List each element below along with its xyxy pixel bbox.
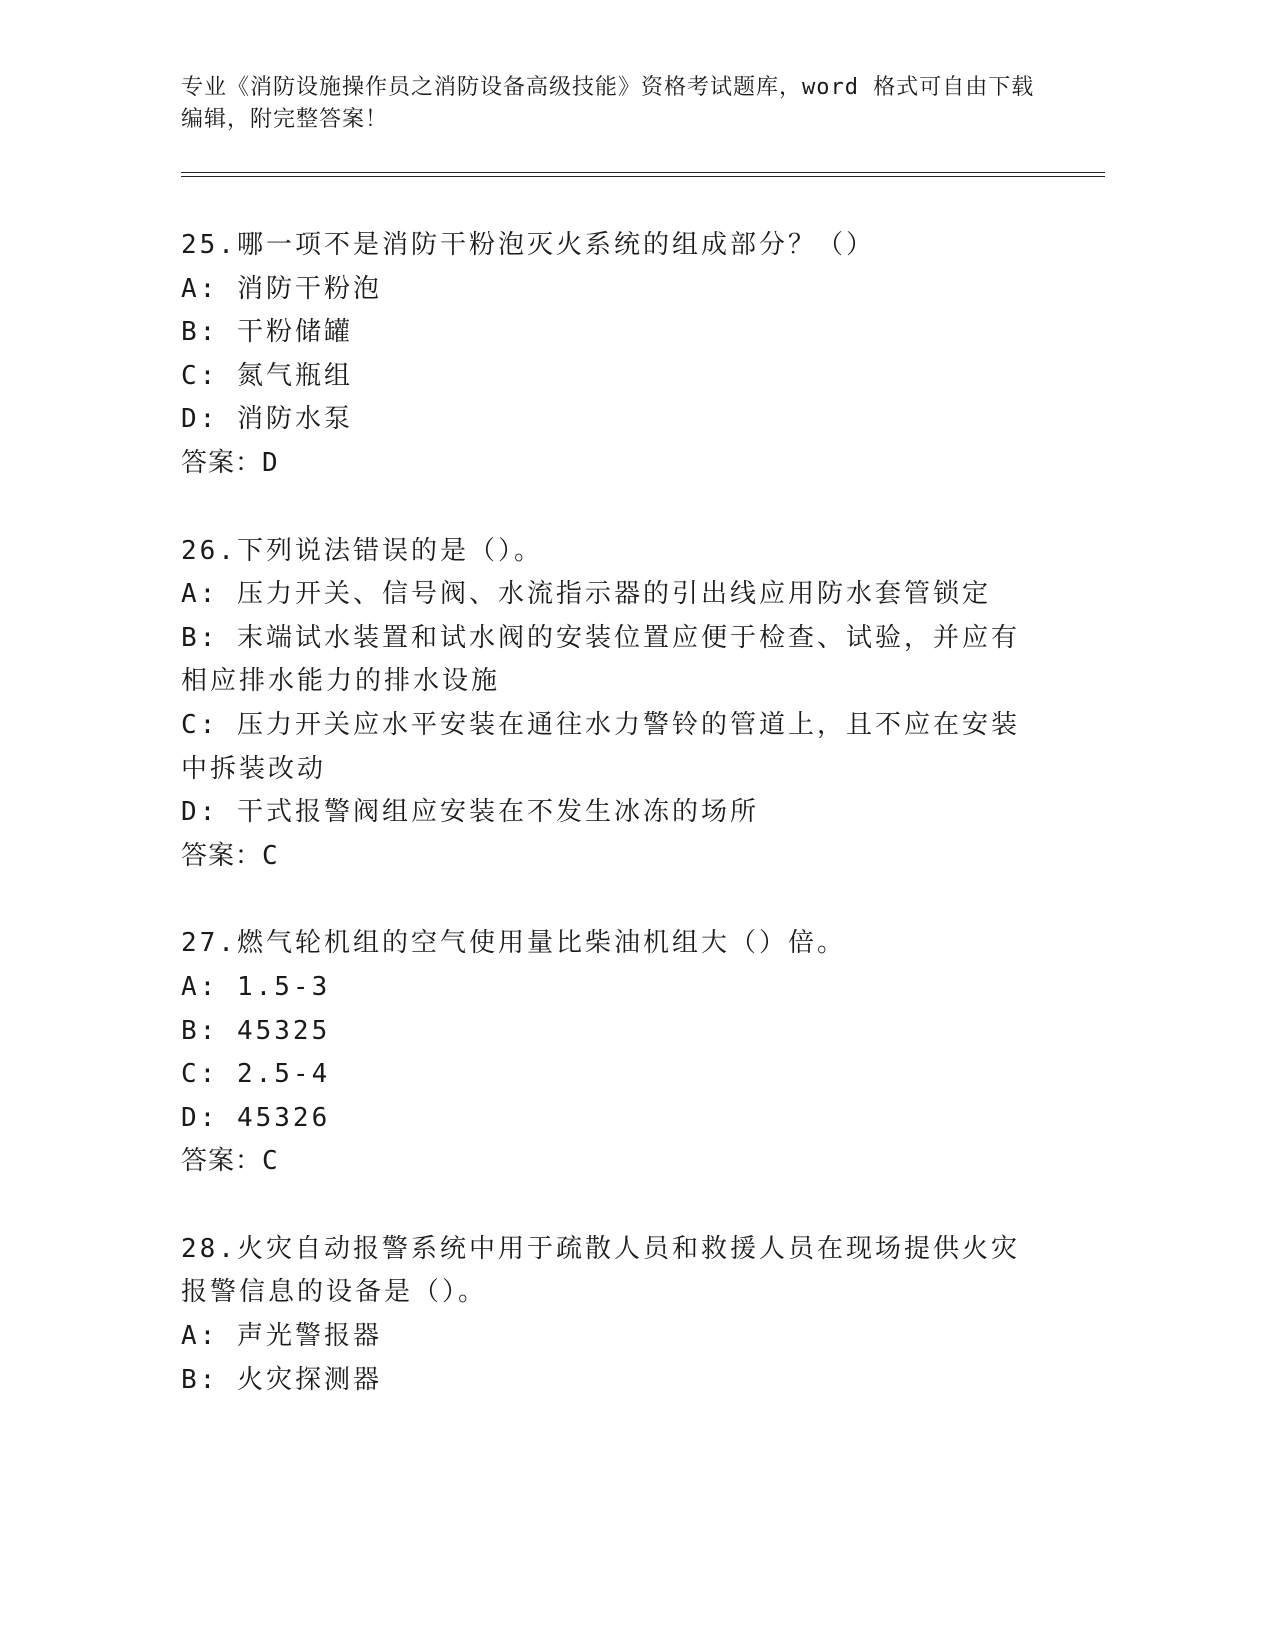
- option-b: B: 45325: [181, 1015, 331, 1046]
- answer: 答案：C: [181, 840, 279, 871]
- question-title: 28.火灾自动报警系统中用于疏散人员和救援人员在现场提供火灾报警信息的设备是（）。: [181, 1233, 1020, 1308]
- option-c: C: 氮气瓶组: [181, 360, 353, 391]
- option-d: D: 45326: [181, 1102, 331, 1133]
- question-title: 25.哪一项不是消防干粉泡灭火系统的组成部分？（）: [181, 230, 875, 260]
- header-divider-bottom: [181, 176, 1105, 177]
- option-a: A: 消防干粉泡: [181, 273, 382, 304]
- header-divider-top: [181, 172, 1105, 173]
- question-28: [181, 1228, 1041, 1402]
- question-title: 26.下列说法错误的是（）。: [181, 535, 543, 566]
- option-c: C: 2.5-4: [181, 1059, 331, 1090]
- option-a: A: 压力开关、信号阀、水流指示器的引出线应用防水套管锁定: [181, 579, 991, 610]
- option-d: D: 干式报警阀组应安装在不发生冰冻的场所: [181, 797, 759, 828]
- option-d: D: 消防水泵: [181, 404, 353, 435]
- answer: 答案：C: [181, 1146, 279, 1177]
- question-title: 27.燃气轮机组的空气使用量比柴油机组大（）倍。: [181, 928, 846, 959]
- question-list: [181, 224, 1041, 1446]
- option-a: A: 声光警报器: [181, 1321, 382, 1352]
- option-b: B: 干粉储罐: [181, 317, 353, 348]
- option-b: B: 末端试水装置和试水阀的安装位置应便于检查、试验，并应有相应排水能力的排水设施: [181, 622, 1020, 697]
- answer: 答案：D: [181, 447, 279, 478]
- question-25: [181, 224, 1041, 486]
- option-c: C: 压力开关应水平安装在通往水力警铃的管道上，且不应在安装中拆装改动: [181, 709, 1020, 784]
- option-b: B: 火灾探测器: [181, 1364, 382, 1395]
- question-26: [181, 530, 1041, 879]
- option-a: A: 1.5-3: [181, 971, 331, 1002]
- document-header: 专业《消防设施操作员之消防设备高级技能》资格考试题库，word 格式可自由下载编辑，附完整答案！: [181, 75, 1035, 132]
- question-27: [181, 922, 1041, 1184]
